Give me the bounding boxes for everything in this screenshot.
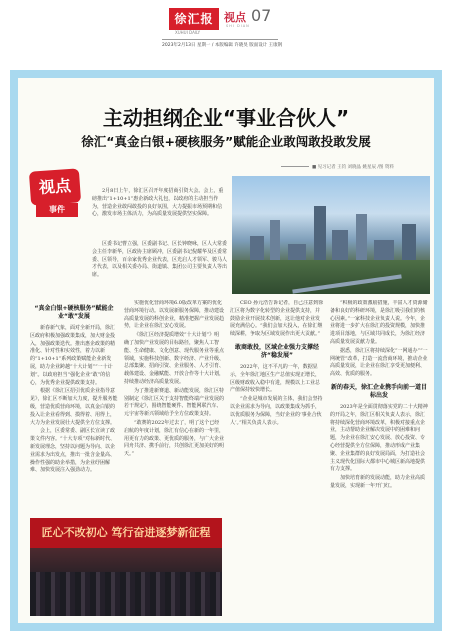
paragraph: 据悉，徐汇区将持续深化“一网通办”“一网统管”改革，打造一流营商环境，推动企业高质量发展，让企业在徐汇享受更加便利、高效、优质的服务。 <box>330 347 428 378</box>
section-name: 视点 <box>224 11 246 24</box>
column-3-heading: 敢商敢投，区域企业强力支撑经济“稳发展” <box>234 343 319 359</box>
paragraph: 新春新气象，面对全新开局，徐汇区政府积极加强政策集成，加大财金投入，加强政策迭代。推出惠企政策的精准化、针对性和实效性，着力以新的“1+10+1”系列政策赋能企业新发展，助力企业跨越“十大计划”“一十计划”。以政府担当“强化企业“敢”的信心，为优秀企业提供政策支持。 <box>30 325 116 386</box>
column-1-heading: “真金白银+硬核服务”赋能企业“敢”发展 <box>34 305 114 320</box>
paragraph: 2022年，这不平凡的一年，数据显示，全年徐汇地区生产总值实现正增长，区级财政收入稳中有进，规模以上工业总产值保持较快增长。 <box>230 363 321 394</box>
paragraph: CEO 孙元浩告诉记者，自己注意到徐汇区将为数字化转型的企业提供支持，并鼓励企业开展技术创新，这让他对企业发展充满信心。“我们会加大投入，在徐汇继续深耕，争取为区域发展作出更大贡献。” <box>230 300 324 338</box>
byline: ■ 见习记者 王钧 刘晓晶 姚星辰 /图 资料 <box>312 165 394 170</box>
city-skyline-photo <box>232 176 430 294</box>
lead-paragraph: 2月8日上午，徐汇区召开年度招商引资大会。会上，重磅推出“1+10+1”惠企新政大礼包，以政府的主动担当作为，营造企业敢闯敢投的良好氛围，大力提振市场预期和信心，激发市场主体活力，为高质量发展提供坚实保障。 <box>92 188 224 218</box>
badge-sub-label: 事件 <box>36 203 78 217</box>
paragraph: 根据《徐汇区招引优质企业指导意见》，徐汇区不断加大力度，提升服务能级，营造优质营商环境，以真金白银的投入让企业看得到、摸得着、用得上，大力为企业发展壮大提供全方位支撑。 <box>30 388 118 426</box>
headline: 主动担纲企业“事业合伙人” <box>102 106 350 130</box>
photo-audience <box>30 572 222 616</box>
logo-subtitle: XUHUI DAILY <box>175 30 201 35</box>
masthead-rule <box>162 39 278 40</box>
section-subtitle: SHI DIAN <box>226 24 250 28</box>
paragraph: 《徐汇区经济提质增效“十大计划”》明确了加快产业发展的目标路径，聚焦人工智能、生命健康、文化创意、现代服务业等重点领域，实施科技创新、数字经济、产业升级、总部集聚、招商引资、企业服务、人才引育、载体建设、金融赋能、开放合作等十大计划，持续推动经济高质量发展。 <box>124 332 224 385</box>
paragraph: 会上，区委常委、副区长宣读了政策文件内容。“十大专项”对标新时代、新发展理念，坚持以问题为导向、以企业需求为出发点，推出一批含金量高、操作性强的助企举措，为企业纾困解难、加快发展注入强劲动力。 <box>30 428 116 474</box>
column-2 <box>124 300 224 512</box>
date-line: 2023年2月13日 星期一 / 本版编辑 许晓旻 版面设计 王康钢 <box>162 43 283 48</box>
column-3 <box>230 300 324 618</box>
paragraph: 加快培育新的发展动能，助力企业高质量发展，实现新一年开门红。 <box>330 475 426 489</box>
masthead <box>0 0 450 56</box>
column-1 <box>30 300 118 476</box>
article-frame <box>10 70 442 631</box>
paragraph: “企业是城市发展的主体，我们会坚持以企业需求为导向，以政策集成为抓手，以优质服务为保障，当好企业的‘事业合伙人’。”相关负责人表示。 <box>230 396 323 426</box>
paragraph: 2023年是全面贯彻落实党的二十大精神的开局之年，徐汇区相关负责人表示，徐汇将持续深化营商环境改革，积极对接重点企业，主动帮助企业解决发展中的困难和问题，为企业在徐汇安心发展、放心投资、专心经营提供全方位保障，推动形成产业集聚、企业集群的良好发展局面，为打造社会主义现代化国际大都市中心城区新高地提供有力支撑。 <box>330 403 428 473</box>
photo-stage <box>30 548 222 572</box>
byline-rule <box>281 166 309 167</box>
badge-main-label: 视点 <box>29 168 81 205</box>
lead-paragraph-2: 区委书记曹立强，区委副书记、区长钟晓咏，区人大常委会主任李新华，区政协主席顾冲，区委副书记倪耀华及区委常委、区领导，百余家优秀企业代表，区光启人才领军、骏马人才代表，以及相关委办局、街道镇、集团公司主要负责人等出席。 <box>92 241 228 279</box>
subheadline: 徐汇“真金白银+硬核服务”赋能企业敢闯敢投敢发展 <box>81 134 371 149</box>
article-body <box>18 78 434 623</box>
newspaper-logo: 徐汇报 <box>169 8 219 30</box>
paragraph: “积极的政策激励措施，丰富人才资源储备和良好的科研环境，是徐汇吸引我们的核心因素。”一家科技企业负责人说。今年，企业将进一步扩大在徐汇的投资规模，加快推进项目落地，与区域共同成长，为徐汇经济高质量发展贡献力量。 <box>330 300 428 345</box>
paragraph: 实施优化营商环境6.0版改革方案的优化营商环境行动。以发展新服务保障，推动建设高质量发展的科创企业，精准把握产业发展趋势，让企业在徐汇安心发展。 <box>124 300 224 330</box>
column-4-heading: 新的春天，徐汇企业携手向前一道目标出发 <box>330 383 427 399</box>
column-4 <box>330 300 428 618</box>
conference-photo <box>30 518 222 616</box>
paragraph: 为了推进新赛道、新动能发展，徐汇区特别制定《徐汇区关于支持智能终端产业发展的若干规定》，围绕智能硬件、智能网联汽车、元宇宙等新兴领域给予全方位政策支持。 <box>124 387 224 418</box>
page-number: 07 <box>251 6 272 25</box>
conference-banner: 匠心不改初心 笃行奋进逐梦新征程 <box>30 518 222 548</box>
viewpoint-badge <box>24 170 82 222</box>
paragraph: “敢赛的2022年过去了，明了这个已经启航的年度计划，徐汇有信心在新的一年里，用更有力的政策、更优质的服务，与广大企业同舟共济、携手前行，共创徐汇更加美好的明天。” <box>124 419 224 458</box>
